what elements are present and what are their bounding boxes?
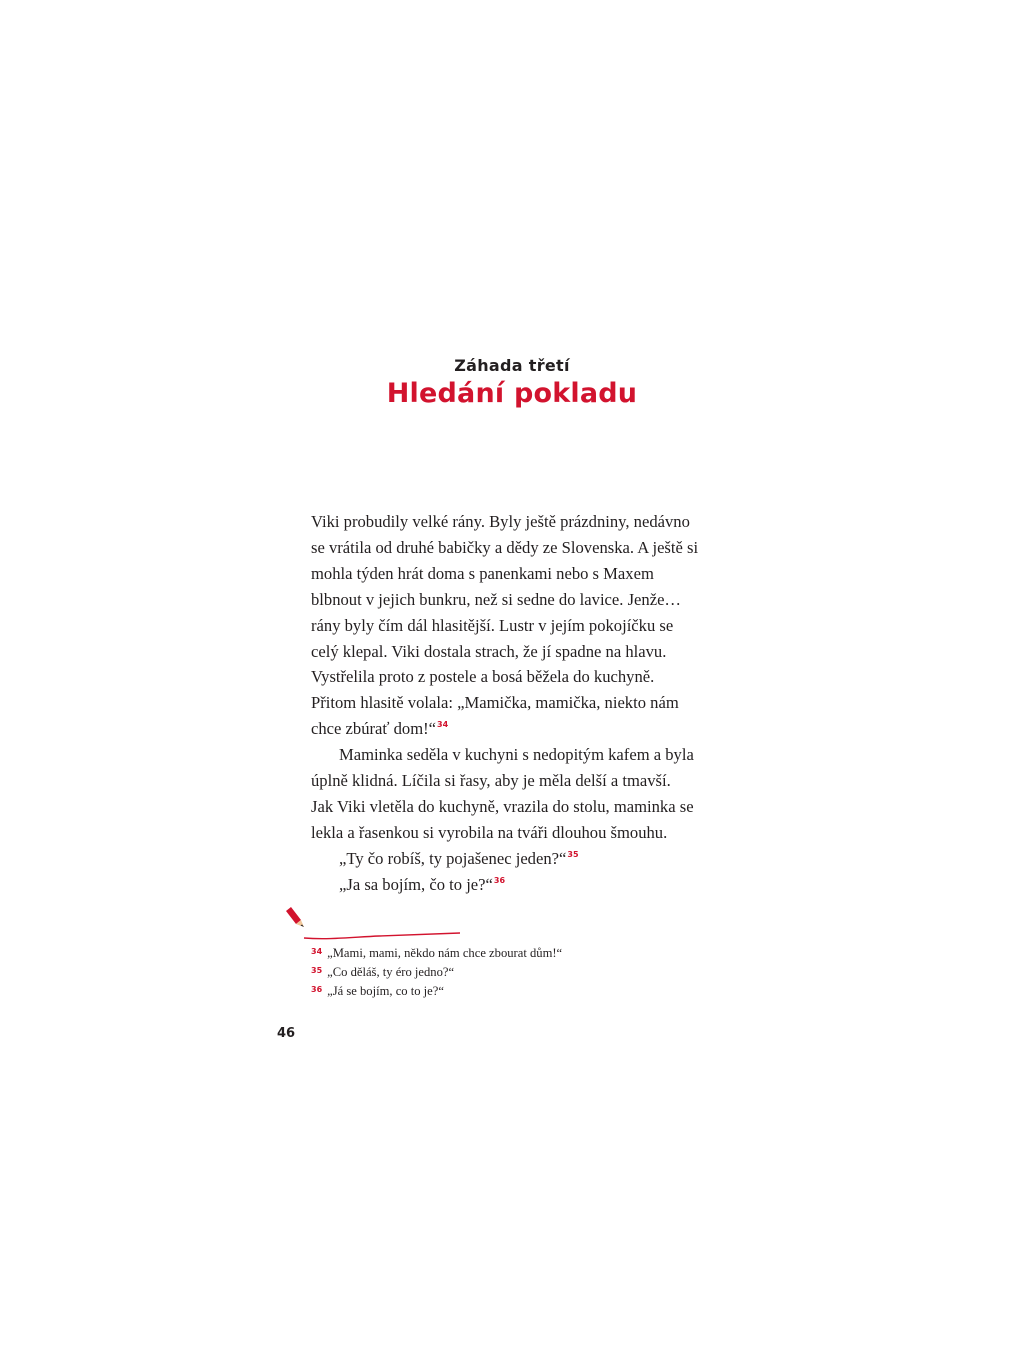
- footnote: [311, 962, 711, 981]
- footnote-text: „Co děláš, ty éro jedno?“: [327, 965, 455, 979]
- footnote-text: „Já se bojím, co to je?“: [327, 984, 444, 998]
- footnote-ref: 35: [567, 849, 579, 859]
- body-text: [311, 509, 701, 898]
- paragraph-2: [311, 742, 701, 846]
- dialog-text: „Ja sa bojím, čo to je?“: [339, 874, 493, 894]
- text-line: celý klepal. Viki dostala strach, že jí spadne na hlavu.: [311, 641, 667, 661]
- footnote: [311, 943, 711, 962]
- footnote-number: 35: [311, 966, 323, 975]
- dialog-line: [311, 846, 701, 872]
- footnote-ref: 36: [493, 875, 506, 885]
- text-line: Vystřelila proto z postele a bosá běžela do kuchyně.: [311, 667, 655, 687]
- text-line: Viki probudily velké rány. Byly ještě prázdniny, nedávno: [311, 512, 690, 531]
- dialog-line: [311, 872, 701, 898]
- text-line: Jak Viki vletěla do kuchyně, vrazila do stolu, maminka se: [311, 796, 694, 816]
- footnote-number: 34: [311, 947, 323, 956]
- chapter-title: Hledání pokladu: [386, 378, 638, 409]
- footnote: [311, 981, 711, 1000]
- divider-line: [304, 933, 460, 939]
- pencil-shape: [286, 907, 304, 927]
- footnote-ref: 34: [437, 720, 449, 730]
- footnote-text: „Mami, mami, někdo nám chce zbourat dům!“: [327, 946, 563, 960]
- text-line: blbnout v jejich bunkru, než si sedne do lavice. Jenže…: [311, 589, 682, 609]
- paragraph-1: [311, 509, 701, 742]
- text-line-end: chce zbúrať dom!“: [311, 719, 437, 739]
- footnotes: [311, 943, 711, 1000]
- text-line: [311, 716, 701, 742]
- dialog-text: „Ty čo robíš, ty pojašenec jeden?“: [339, 848, 567, 868]
- chapter-label: Záhada třetí: [454, 356, 570, 375]
- text-line: se vrátila od druhé babičky a dědy ze Slovenska. A ještě si: [311, 537, 699, 557]
- page-number: 46: [277, 1026, 296, 1041]
- footnote-number: 36: [311, 985, 323, 994]
- text-line: Přitom hlasitě volala: „Mamička, mamička, niekto nám: [311, 693, 679, 713]
- text-line: rány byly čím dál hlasitější. Lustr v jejím pokojíčku se: [311, 615, 674, 635]
- text-line: lekla a řasenkou si vyrobila na tváři dlouhou šmouhu.: [311, 822, 668, 842]
- text-line: Maminka seděla v kuchyni s nedopitým kafem a byla: [339, 745, 694, 765]
- text-line: úplně klidná. Líčila si řasy, aby je měla delší a tmavší.: [311, 771, 671, 791]
- text-line: mohla týden hrát doma s panenkami nebo s Maxem: [311, 563, 654, 583]
- pencil-icon: [284, 906, 464, 942]
